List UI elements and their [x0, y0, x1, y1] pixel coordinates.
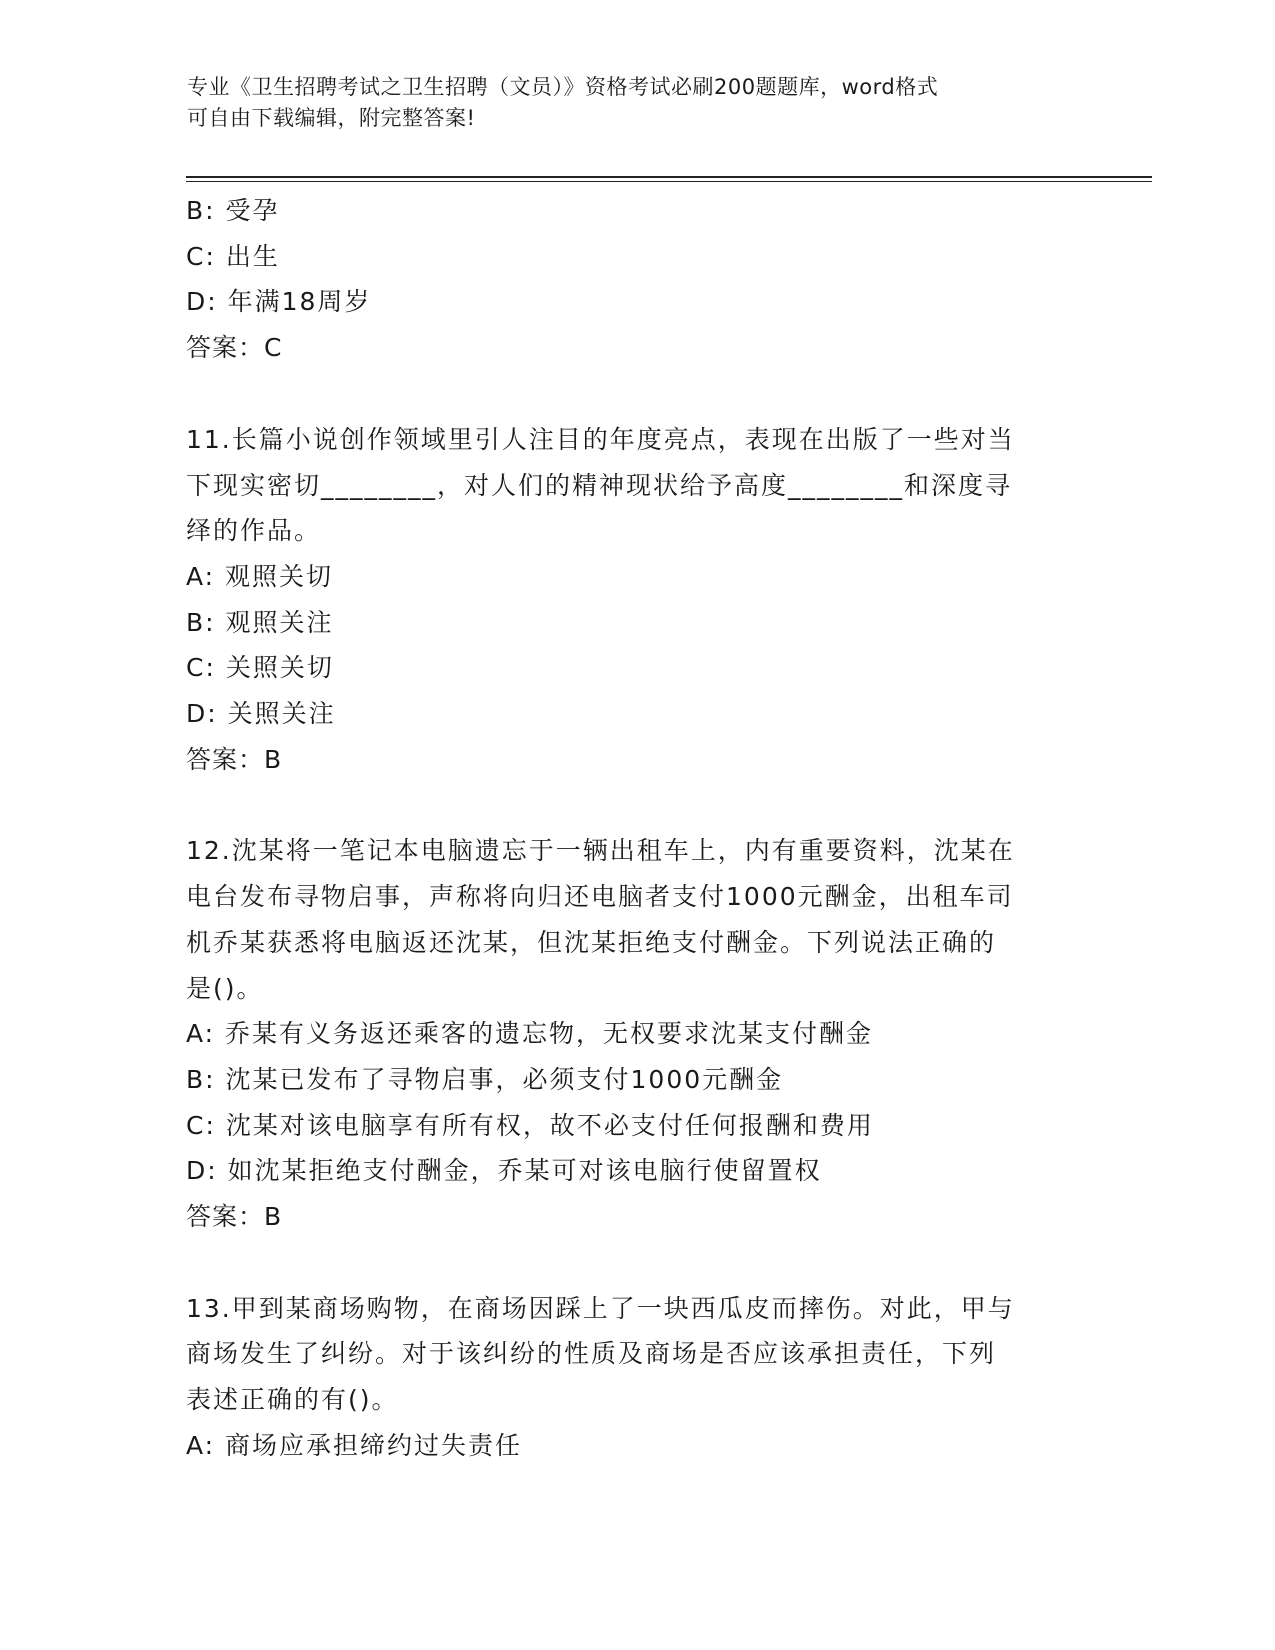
question-13 [186, 1286, 1086, 1469]
question-stem-line: 12.沈某将一笔记本电脑遗忘于一辆出租车上，内有重要资料，沈某在 [186, 836, 1015, 866]
option-a: A: 商场应承担缔约过失责任 [186, 1430, 523, 1460]
option-d: D: 如沈某拒绝支付酬金，乔某可对该电脑行使留置权 [186, 1156, 822, 1186]
header-divider [186, 176, 1152, 182]
question-11 [186, 417, 1086, 783]
question-stem-line: 下现实密切________，对人们的精神现状给予高度________和深度寻 [186, 470, 1013, 500]
document-header [187, 72, 1067, 134]
question-stem-line: 11.长篇小说创作领域里引人注目的年度亮点，表现在出版了一些对当 [186, 424, 1015, 454]
question-stem-line: 机乔某获悉将电脑返还沈某，但沈某拒绝支付酬金。下列说法正确的 [186, 927, 997, 957]
question-12 [186, 828, 1086, 1239]
option-c: C: 出生 [186, 241, 280, 271]
question-stem-line: 电台发布寻物启事，声称将向归还电脑者支付1000元酬金，出租车司 [186, 882, 1014, 912]
question-content [186, 188, 1086, 1469]
header-line-2: 可自由下载编辑，附完整答案! [187, 106, 476, 130]
answer-line: 答案：B [186, 744, 283, 774]
header-line-1: 专业《卫生招聘考试之卫生招聘（文员）》资格考试必刷200题题库，word格式 [187, 75, 939, 99]
option-d: D: 年满18周岁 [186, 287, 372, 317]
question-stem-line: 表述正确的有()。 [186, 1385, 399, 1415]
question-stem-line: 绎的作品。 [186, 516, 322, 546]
option-a: A: 观照关切 [186, 561, 334, 591]
option-c: C: 沈某对该电脑享有所有权，故不必支付任何报酬和费用 [186, 1110, 874, 1140]
question-10-continuation [186, 188, 1086, 371]
question-stem-line: 是()。 [186, 973, 264, 1003]
question-stem-line: 商场发生了纠纷。对于该纠纷的性质及商场是否应该承担责任，下列 [186, 1339, 997, 1369]
option-b: B: 受孕 [186, 196, 280, 225]
answer-line: 答案：C [186, 333, 283, 363]
option-b: B: 沈某已发布了寻物启事，必须支付1000元酬金 [186, 1064, 784, 1094]
option-a: A: 乔某有义务返还乘客的遗忘物，无权要求沈某支付酬金 [186, 1019, 874, 1049]
option-d: D: 关照关注 [186, 699, 336, 729]
answer-line: 答案：B [186, 1202, 283, 1232]
question-stem-line: 13.甲到某商场购物，在商场因踩上了一块西瓜皮而摔伤。对此，甲与 [186, 1293, 1015, 1323]
option-b: B: 观照关注 [186, 607, 334, 637]
option-c: C: 关照关切 [186, 653, 334, 683]
